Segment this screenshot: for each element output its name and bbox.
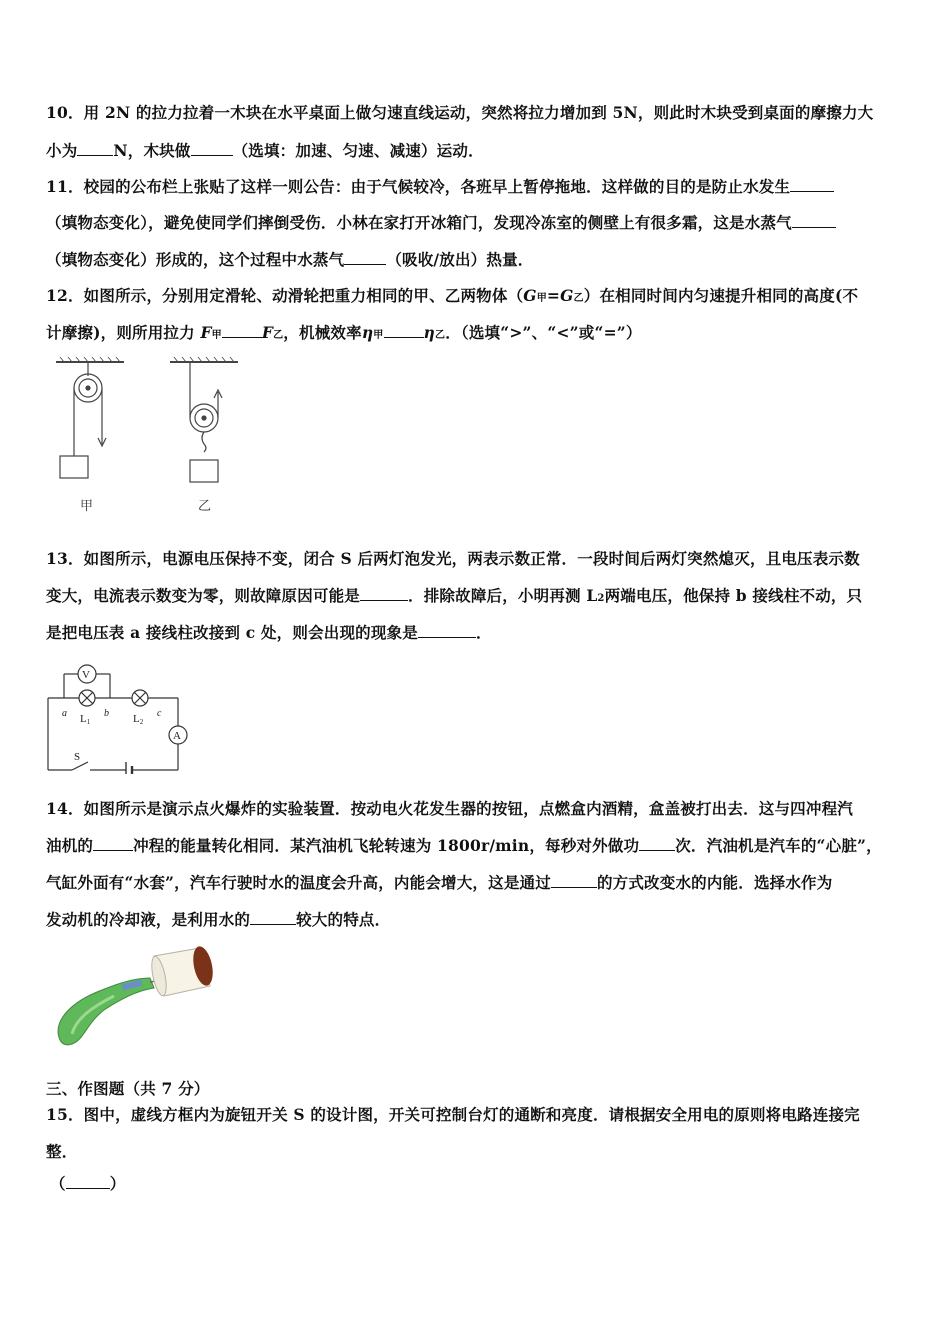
q13-text-d: 是把电压表 a 接线柱改接到 c 处，则会出现的现象是 (46, 623, 418, 642)
q10-line2 (46, 139, 484, 161)
q12-g2: G (560, 286, 574, 305)
spark-generator-image (50, 944, 220, 1050)
q12-eq: = (546, 286, 561, 305)
q12-text-e: ．（选填“>”、“<”或“=”） (445, 323, 642, 342)
q10-blank-motion[interactable] (191, 154, 233, 156)
q12-sub-jia: 甲 (536, 293, 547, 304)
q11-text-a: 11．校园的公布栏上张贴了这样一则公告：由于气候较冷，各班早上暂停拖地．这样做的目的是防止水发生 (46, 177, 791, 196)
section3-title: 三、作图题（共 7 分） (46, 1079, 210, 1098)
q14-line4 (46, 908, 390, 930)
q10-text-a: 小为 (46, 141, 78, 160)
q12-eta2-sub: 乙 (434, 330, 446, 341)
q12-f2: F (261, 323, 274, 342)
q13-blank-phenomenon[interactable] (418, 636, 476, 638)
q12-f2-sub: 乙 (273, 330, 284, 341)
q13-line3: 是把电压表 a 接线柱改接到 c 处，则会出现的现象是 ． (46, 623, 492, 642)
q11-line3 (46, 248, 533, 270)
q15-line2: 整． (46, 1142, 78, 1161)
q15-line3 (50, 1172, 125, 1194)
q15-line1: 15．图中，虚线方框内为旋钮开关 S 的设计图，开关可控制台灯的通断和亮度．请根据安全用电的原则将电路连接完 (46, 1105, 860, 1124)
q14-text-a: 油机的 (46, 836, 94, 855)
pulley-figure (52, 356, 242, 518)
q13-line2 (46, 584, 862, 606)
q14-text-g: 较大的特点． (296, 910, 391, 929)
point-a-label: a (62, 708, 67, 719)
circuit-figure (44, 660, 194, 774)
q12-g1: G (523, 286, 537, 305)
q14-line3 (46, 871, 832, 893)
point-b-label: b (104, 708, 109, 719)
q14-blank-property[interactable] (250, 923, 296, 925)
lamp-l1-sub: 1 (86, 718, 91, 726)
q12-f1-sub: 甲 (211, 330, 222, 341)
q11-line2 (46, 211, 836, 233)
q14-text-f: 发动机的冷却液，是利用水的 (46, 910, 251, 929)
point-c-label: c (157, 708, 162, 719)
q12-sub-yi: 乙 (573, 293, 584, 304)
q11-blank-1[interactable] (790, 190, 834, 192)
q14-text-c: 次．汽油机是汽车的“心脏”， (675, 836, 882, 855)
q12-line2 (46, 321, 642, 343)
q13-text-c: 两端电压，他保持 b 接线柱不动，只 (604, 586, 863, 605)
lamp-l1-letter: L (80, 713, 87, 725)
circuit-diagram (44, 660, 194, 774)
q11-blank-3[interactable] (344, 263, 386, 265)
q13-text-sub: 2 (597, 593, 605, 604)
q14-text-b: 冲程的能量转化相同．某汽油机飞轮转速为 1800r/min，每秒对外做功 (133, 836, 640, 855)
q12-text-a: 12．如图所示，分别用定滑轮、动滑轮把重力相同的甲、乙两物体（ (46, 286, 524, 305)
q12-text-c: 计摩擦)，则所用拉力 (46, 323, 195, 342)
q14-blank-times[interactable] (639, 849, 675, 851)
lamp-l2-sub: 2 (139, 718, 144, 726)
q11-text-c: （填物态变化）形成的，这个过程中水蒸气 (46, 250, 345, 269)
q11-line1 (46, 175, 834, 197)
q10-line1: 10．用 2N 的拉力拉着一木块在水平桌面上做匀速直线运动，突然将拉力增加到 5N，则此时木块受到桌面的摩擦力大 (46, 103, 874, 122)
lamp-l1-label (80, 713, 91, 726)
q12-text-d: ，机械效率 (283, 323, 362, 342)
q13-blank-fault[interactable] (360, 599, 408, 601)
fixed-pulley (56, 357, 124, 478)
q12-f1: F (200, 323, 212, 342)
movable-pulley (170, 357, 238, 482)
q13-text-b: ．排除故障后，小明再测 L (408, 586, 598, 605)
q15-answer-blank[interactable] (66, 1187, 110, 1189)
q12-eta1: η (361, 323, 374, 342)
q15-paren-close: ） (109, 1174, 126, 1193)
q14-blank-method[interactable] (551, 886, 597, 888)
q12-blank-force[interactable] (222, 336, 262, 338)
q12-blank-eff[interactable] (384, 336, 424, 338)
lamp-l2-label (133, 713, 144, 726)
q15-paren-open: （ (50, 1174, 66, 1193)
voltmeter-label: V (82, 669, 90, 681)
q11-blank-2[interactable] (792, 226, 836, 228)
q13-line1: 13．如图所示，电源电压保持不变，闭合 S 后两灯泡发光，两表示数正常．一段时间后两灯突然熄灭，且电压表示数 (46, 549, 860, 568)
spark-figure (50, 944, 220, 1050)
q10-blank-friction[interactable] (77, 154, 113, 156)
q10-text-c: （选填：加速、匀速、减速）运动． (232, 141, 484, 160)
pulley-diagram (52, 356, 242, 518)
q12-eta1-sub: 甲 (373, 330, 384, 341)
lamp-l2-letter: L (133, 713, 140, 725)
q14-text-d: 气缸外面有“水套”，汽车行驶时水的温度会升高，内能会增大，这是通过 (46, 873, 551, 892)
q13-text-a: 变大，电流表示数变为零，则故障原因可能是 (46, 586, 361, 605)
q14-line1: 14．如图所示是演示点火爆炸的实验装置．按动电火花发生器的按钮，点燃盒内酒精，盒盖被打出去．这与四冲程汽 (46, 799, 853, 818)
ammeter-label: A (173, 730, 181, 742)
fig-label-yi: 乙 (198, 499, 212, 514)
q11-text-b: （填物态变化），避免使同学们摔倒受伤．小林在家打开冰箱门，发现冷冻室的侧壁上有很多霜，这是水蒸气 (46, 213, 792, 232)
q12-text-b: ）在相同时间内匀速提升相同的高度(不 (583, 286, 859, 305)
q14-blank-stroke[interactable] (93, 849, 133, 851)
switch-label: S (74, 751, 81, 763)
q14-line2 (46, 834, 882, 856)
q12-line1 (46, 284, 858, 306)
fig-label-jia: 甲 (80, 499, 94, 514)
q11-text-d: （吸收/放出）热量． (386, 250, 534, 269)
q14-text-e: 的方式改变水的内能．选择水作为 (596, 873, 833, 892)
q10-text-b: N，木块做 (113, 141, 191, 160)
q12-eta2: η (423, 323, 435, 342)
